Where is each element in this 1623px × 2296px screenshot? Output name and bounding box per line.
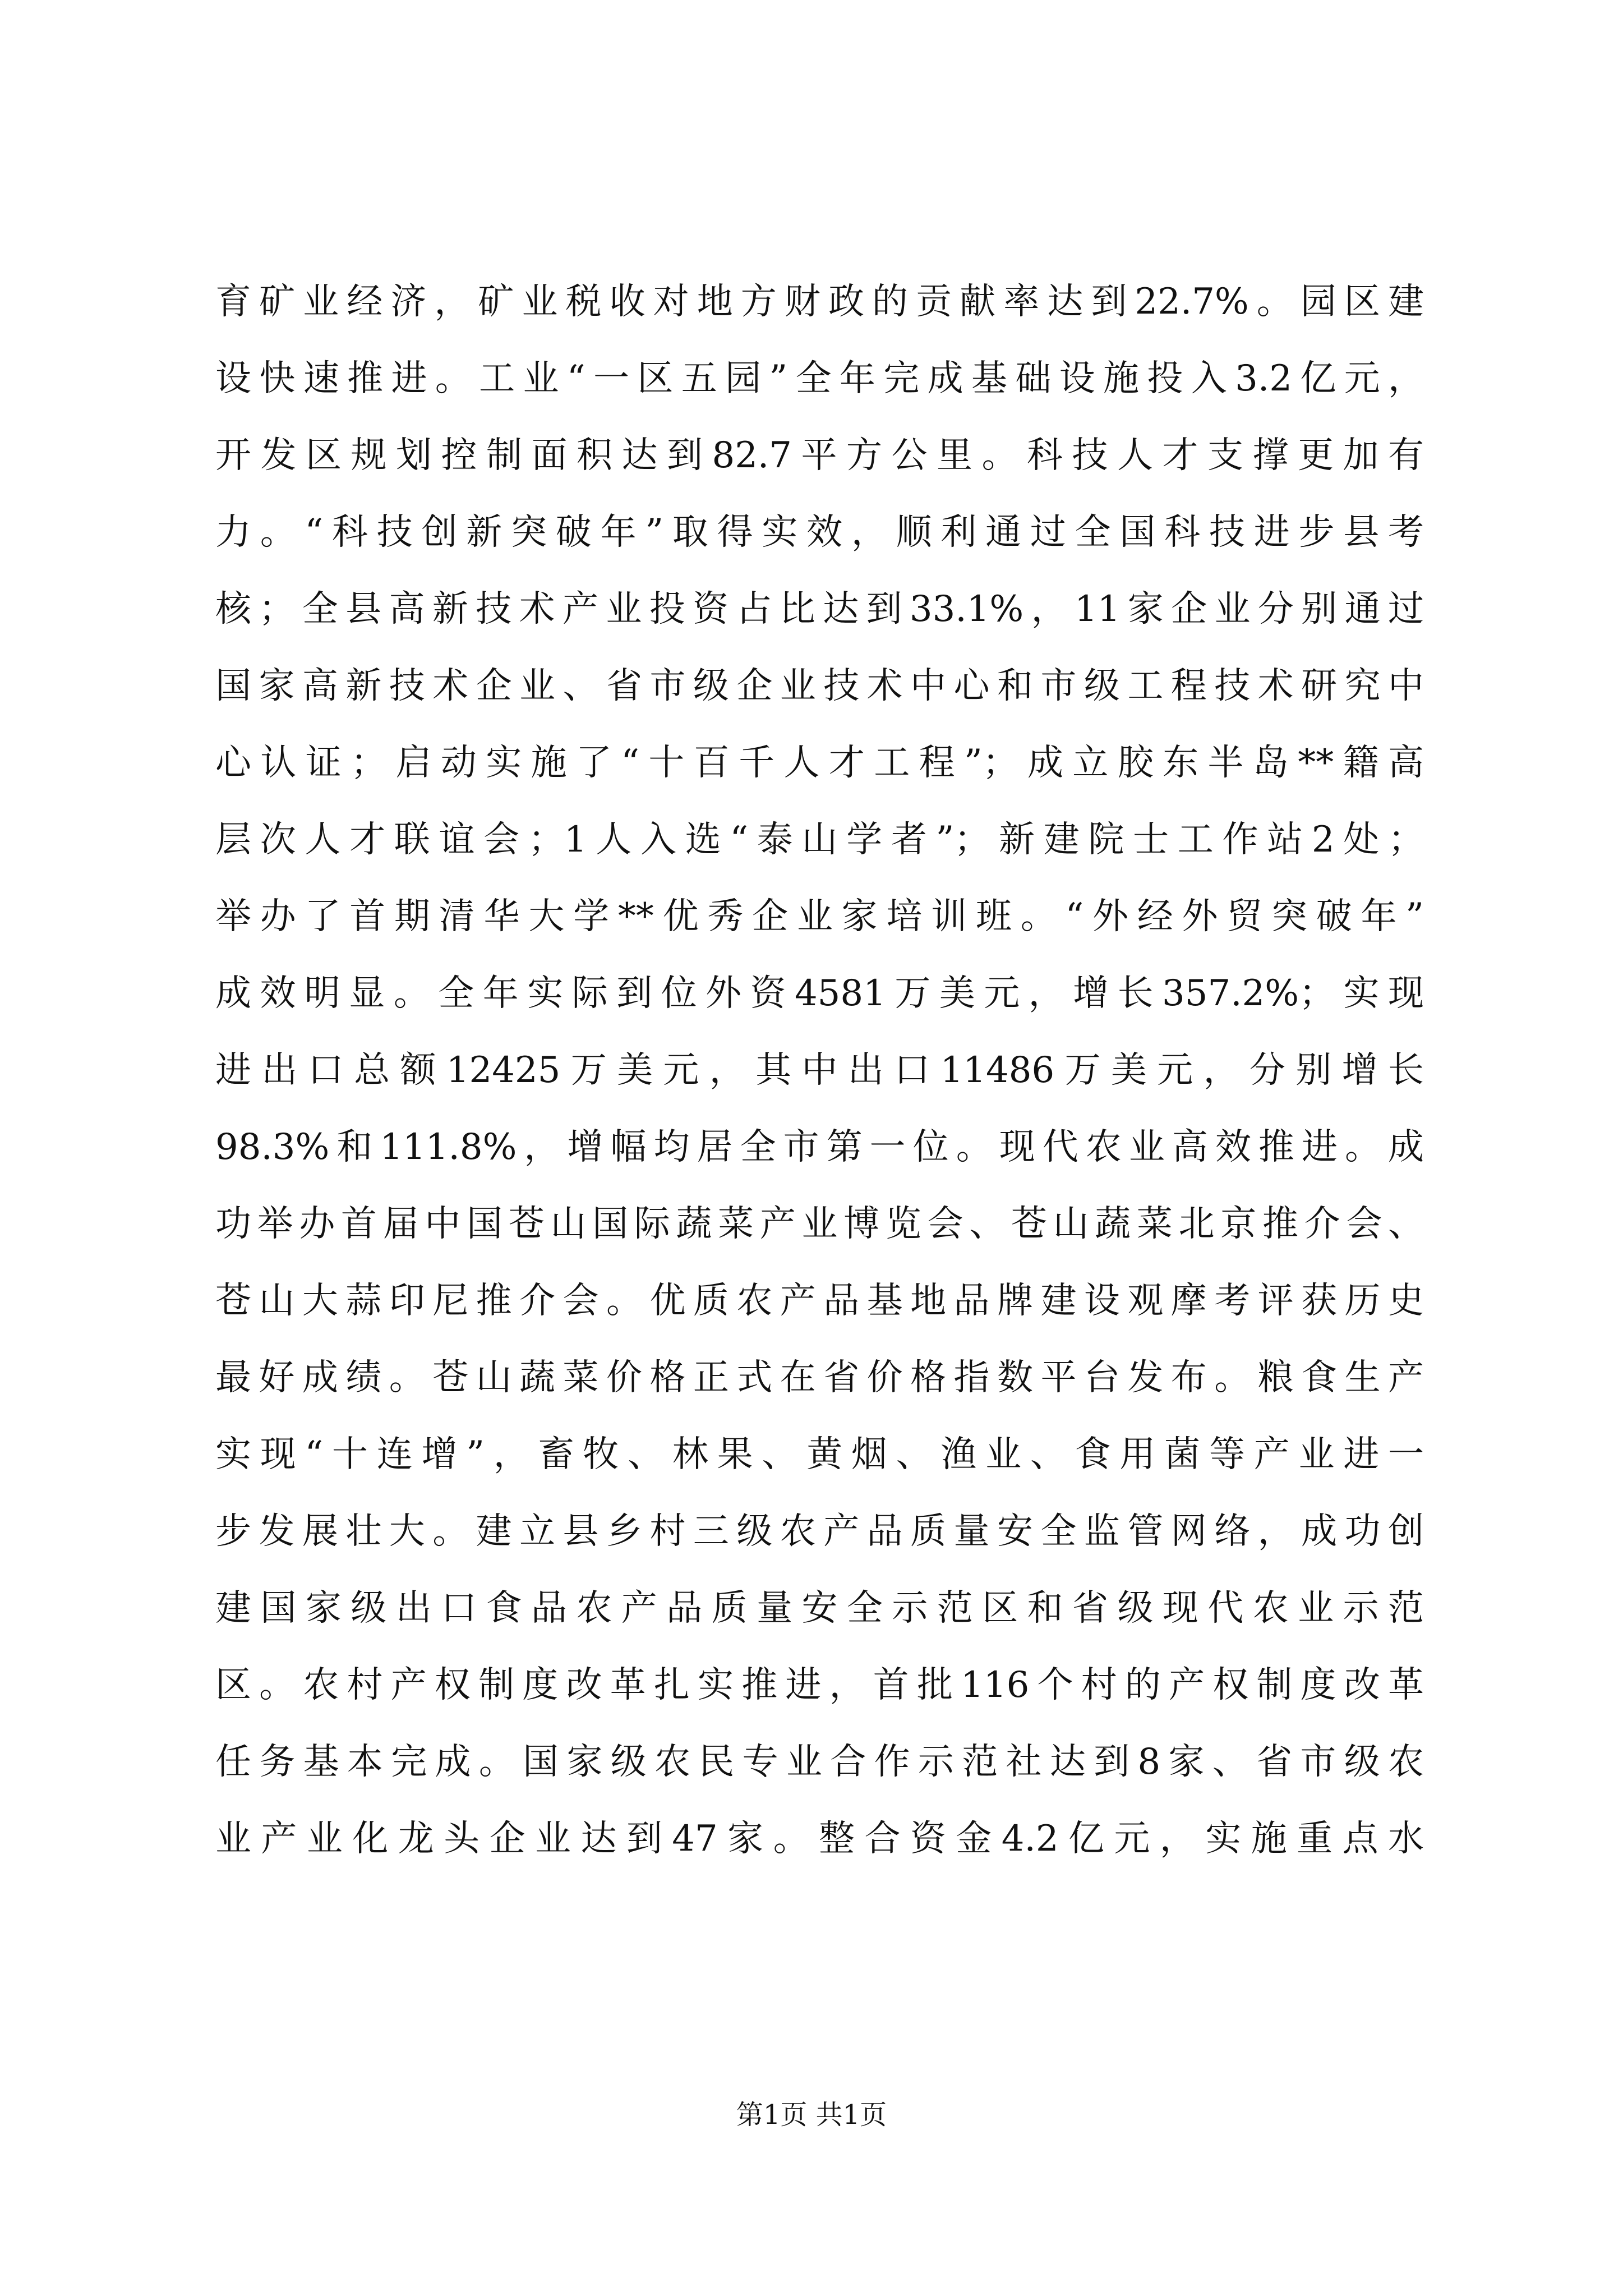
page-footer — [0, 2098, 1623, 2132]
text-line: 步发展壮大。建立县乡村三级农产品质量安全监管网络，成功创 — [215, 1511, 1424, 1552]
text-line: 育矿业经济，矿业税收对地方财政的贡献率达到22.7%。园区建 — [215, 281, 1424, 323]
text-line: 苍山大蒜印尼推介会。优质农产品基地品牌建设观摩考评获历史 — [215, 1280, 1424, 1322]
text-line: 核；全县高新技术产业投资占比达到33.1%，11家企业分别通过 — [215, 588, 1424, 630]
text-line: 层次人才联谊会；1人入选“泰山学者”；新建院士工作站2处； — [215, 819, 1424, 861]
text-line: 心认证；启动实施了“十百千人才工程”；成立胶东半岛**籍高 — [215, 742, 1424, 784]
body-text — [215, 264, 1424, 1878]
text-line: 最好成绩。苍山蔬菜价格正式在省价格指数平台发布。粮食生产 — [215, 1357, 1424, 1398]
text-line: 成效明显。全年实际到位外资4581万美元，增长357.2%；实现 — [215, 973, 1424, 1014]
text-line: 区。农村产权制度改革扎实推进，首批116个村的产权制度改革 — [215, 1664, 1424, 1706]
text-line: 举办了首期清华大学**优秀企业家培训班。“外经外贸突破年” — [215, 896, 1424, 937]
text-line: 功举办首届中国苍山国际蔬菜产业博览会、苍山蔬菜北京推介会、 — [215, 1203, 1424, 1245]
page-number: 第1页 共1页 — [736, 2099, 887, 2131]
text-line: 任务基本完成。国家级农民专业合作示范社达到8家、省市级农 — [215, 1741, 1424, 1783]
text-line: 力。“科技创新突破年”取得实效，顺利通过全国科技进步县考 — [215, 512, 1424, 553]
text-line: 业产业化龙头企业达到47家。整合资金4.2亿元，实施重点水 — [215, 1818, 1424, 1860]
text-line: 98.3%和111.8%，增幅均居全市第一位。现代农业高效推进。成 — [215, 1126, 1424, 1168]
text-line: 实现“十连增”，畜牧、林果、黄烟、渔业、食用菌等产业进一 — [215, 1434, 1424, 1475]
text-line: 开发区规划控制面积达到82.7平方公里。科技人才支撑更加有 — [215, 435, 1424, 476]
text-line: 进出口总额12425万美元，其中出口11486万美元，分别增长 — [215, 1050, 1424, 1091]
text-line: 设快速推进。工业“一区五园”全年完成基础设施投入3.2亿元， — [215, 358, 1424, 399]
text-line: 建国家级出口食品农产品质量安全示范区和省级现代农业示范 — [215, 1588, 1424, 1629]
text-line: 国家高新技术企业、省市级企业技术中心和市级工程技术研究中 — [215, 665, 1424, 707]
